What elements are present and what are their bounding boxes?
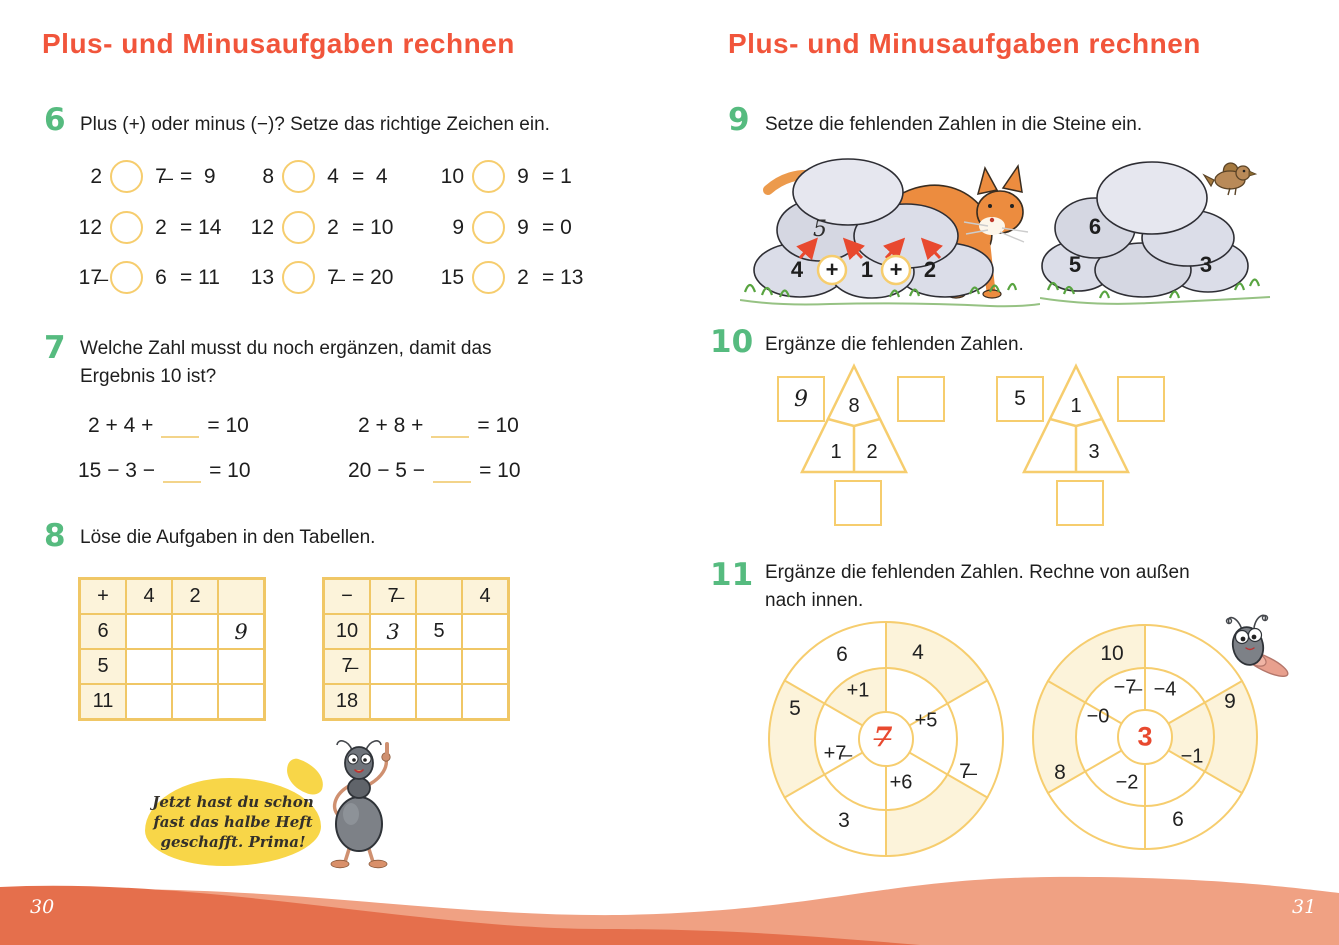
subtraction-table [322,577,510,721]
col-header: 2 [172,579,218,614]
addition-table [78,577,266,721]
wheel-op: +7̶ [823,742,847,765]
answer-blank[interactable] [431,414,469,438]
table-cell[interactable] [416,684,462,719]
operand: 10 [440,164,464,188]
equation [428,160,572,193]
table-cell[interactable] [126,684,172,719]
given-number: 5 [1014,387,1026,410]
row-header: 5 [80,649,126,684]
exercise-9-prompt: Setze die fehlenden Zahlen in die Steine ein. [765,114,1143,135]
table-cell[interactable] [126,649,172,684]
table-cell[interactable] [218,684,264,719]
page-title-left: Plus- und Minusaufgaben rechnen [42,28,515,59]
handwritten-answer: 9 [794,386,808,412]
stone-pile-2[interactable] [1040,150,1275,308]
stone-answer[interactable] [1097,162,1207,234]
wheel-outer-value: 9 [1224,690,1236,713]
col-header-empty[interactable] [218,579,264,614]
sign-answer-circle[interactable] [110,211,143,244]
operand: 4 [327,164,339,188]
row-header: 7̶ [324,649,370,684]
table-cell[interactable] [370,649,416,684]
operand: 7̶ [327,265,339,289]
table-cell[interactable] [370,684,416,719]
bubble-text-line3: geschafft. Prima! [160,833,306,852]
exercise-11-prompt-line1: Ergänze die fehlenden Zahlen. Rechne von außen [765,562,1190,583]
wheel-op: −2 [1115,771,1139,794]
wheel-outer-value: 4 [912,641,924,664]
equation [88,414,249,438]
wheel-outer-value: 8 [1054,761,1066,784]
equation [238,160,388,193]
sign-answer-circle[interactable] [282,261,315,294]
stone-pile-with-cat[interactable] [740,150,1040,308]
exercise-6-prompt: Plus (+) oder minus (−)? Setze das richtige Zeichen ein. [80,114,550,135]
equation-result: = 10 [479,459,521,482]
operand: 2 [517,265,529,289]
stone-number-handwritten: 5 [813,217,827,242]
col-header: 7̶ [370,579,416,614]
stone-number: 2 [923,257,937,282]
sign-answer-circle[interactable] [472,261,505,294]
wheel-outer-value: 6 [836,643,848,666]
table-cell[interactable] [172,649,218,684]
operand: 8 [262,164,274,188]
operand: 13 [250,265,274,289]
wheel-op: −1 [1180,745,1204,768]
exercise-11-number: 11 [710,557,754,593]
number-box-empty[interactable] [1117,376,1165,422]
operand: 2 [155,215,167,239]
stone-number: 6 [1088,214,1102,239]
operand: 15 [440,265,464,289]
sign-answer-circle[interactable] [282,211,315,244]
exercise-8-prompt: Löse die Aufgaben in den Tabellen. [80,527,376,548]
operand: 12 [78,215,102,239]
sign-answer-circle[interactable] [282,160,315,193]
equation-result: = 14 [180,215,222,239]
number-box-empty[interactable] [897,376,945,422]
speech-bubble [145,778,321,866]
exercise-7-number: 7 [44,330,66,366]
equation [428,211,572,244]
operand: 7̶ [155,164,167,188]
stone-number: 5 [1068,252,1082,277]
cat-ear [1003,166,1022,192]
col-header-empty[interactable] [416,579,462,614]
operand: 9 [517,215,529,239]
equation [238,211,393,244]
exercise-8-number: 8 [44,518,66,554]
answer-blank[interactable] [161,414,199,438]
operand: 12 [250,215,274,239]
exercise-9-number: 9 [728,102,750,138]
exercise-7-prompt-line2: Ergebnis 10 ist? [80,366,217,387]
row-header: 11 [80,684,126,719]
wheel-outer-value: 3 [838,809,850,832]
sign-answer-circle[interactable] [110,261,143,294]
equation-result: = 20 [352,265,394,289]
operand: 6 [155,265,167,289]
triangle-top-value: 8 [848,395,860,417]
table-cell[interactable] [218,649,264,684]
equation [66,160,216,193]
triangle-br-value: 2 [866,441,878,463]
table-cell-filled: 3 [370,614,416,649]
wheel-op: +1 [846,679,870,702]
table-cell[interactable] [462,684,508,719]
equation [358,414,519,438]
wheel-outer-value: 10 [1100,642,1124,665]
equation-result: = 10 [209,459,251,482]
operand: 9 [452,215,464,239]
bubble-text-line1: Jetzt hast du schon [152,792,314,811]
operand: 17̶ [78,265,102,289]
footer-wave [0,873,1339,945]
table-cell[interactable] [172,684,218,719]
equation [428,261,583,294]
wheel-center-value: 3 [1137,721,1153,752]
equation-result: = 9 [180,164,216,188]
ant-illustration [322,736,400,870]
table-cell-filled: 9 [218,614,264,649]
stone [793,159,903,225]
bubble-text-line2: fast das halbe Heft [153,812,313,831]
table-cell[interactable] [462,649,508,684]
equation-result: = 11 [180,265,220,289]
operand: 2 [327,215,339,239]
equation [78,459,251,483]
col-header: 4 [462,579,508,614]
equation-result: = 4 [352,164,388,188]
equation-result: = 0 [542,215,572,239]
stone-number: 4 [790,257,804,282]
exercise-7-prompt-line1: Welche Zahl musst du noch ergänzen, damit das [80,338,492,359]
equation-lhs: 15 − 3 − [78,459,156,482]
plus-sign: + [825,257,839,282]
wheel-outer-value: 7̶ [959,760,971,783]
table-cell[interactable] [126,614,172,649]
stone-number: 1 [860,257,874,282]
wheel-op: −4 [1153,678,1177,701]
page-number-left: 30 [30,896,55,918]
operand: 2 [90,164,102,188]
stone-number: 3 [1199,252,1213,277]
equation-lhs: 2 + 4 + [88,414,154,437]
operand: 9 [517,164,529,188]
equation-result: = 1 [542,164,572,188]
col-header: 4 [126,579,172,614]
wheel-op: +5 [914,709,938,732]
page-title-right: Plus- und Minusaufgaben rechnen [728,28,1201,59]
number-box-empty[interactable] [834,480,882,526]
equation-lhs: 2 + 8 + [358,414,424,437]
answer-blank[interactable] [163,459,201,483]
wheel-outer-value: 6 [1172,808,1184,831]
equation-result: = 10 [352,215,394,239]
page-number-right: 31 [1292,896,1317,918]
equation [66,261,220,294]
table-cell[interactable] [416,649,462,684]
wheel-op: −0 [1086,705,1110,728]
triangle-puzzle-2[interactable] [1020,360,1132,476]
wheel-op: −7̶ [1113,676,1137,699]
triangle-top-value: 1 [1070,395,1082,417]
exercise-6-number: 6 [44,102,66,138]
calculation-wheel-plus[interactable] [768,621,1004,857]
exercise-10-number: 10 [710,324,754,360]
number-box-empty[interactable] [1056,480,1104,526]
equation-result: = 10 [477,414,519,437]
sign-answer-circle[interactable] [110,160,143,193]
plus-sign: + [889,257,903,282]
wheel-center-value: 7̶ [873,722,893,754]
table-cell[interactable] [462,614,508,649]
equation [238,261,393,294]
exercise-11-prompt-line2: nach innen. [765,590,864,611]
sign-answer-circle[interactable] [472,160,505,193]
triangle-puzzle-1[interactable] [798,360,910,476]
row-header: 10 [324,614,370,649]
table-op: − [324,579,370,614]
triangle-bl-value: 1 [830,441,842,463]
row-header: 18 [324,684,370,719]
table-cell-given: 5 [416,614,462,649]
equation-result: = 13 [542,265,584,289]
bug-illustration [1218,604,1304,694]
cat-ear [978,168,997,194]
triangle-br-value: 3 [1088,441,1100,463]
equation [348,459,521,483]
equation-lhs: 20 − 5 − [348,459,426,482]
bird-illustration [1204,163,1256,195]
table-cell[interactable] [172,614,218,649]
answer-blank[interactable] [433,459,471,483]
exercise-10-prompt: Ergänze die fehlenden Zahlen. [765,334,1024,355]
table-op: + [80,579,126,614]
wheel-outer-value: 5 [789,697,801,720]
wheel-op: +6 [889,771,913,794]
equation [66,211,221,244]
sign-answer-circle[interactable] [472,211,505,244]
equation-result: = 10 [207,414,249,437]
row-header: 6 [80,614,126,649]
